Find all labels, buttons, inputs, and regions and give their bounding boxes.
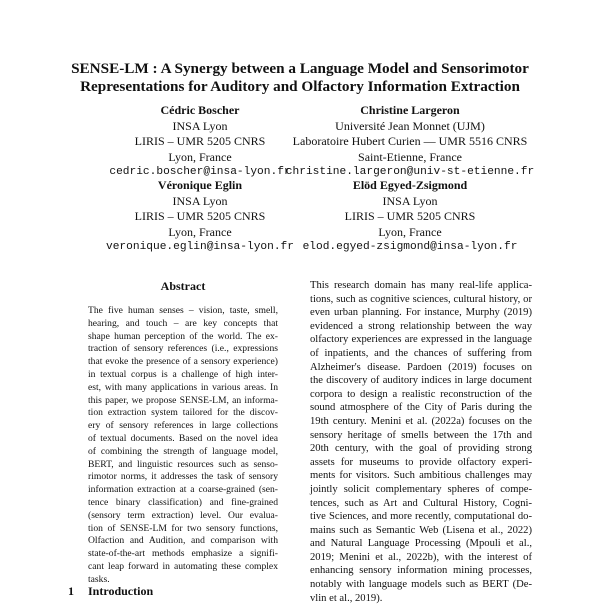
- section-number: 1: [68, 584, 74, 598]
- text-line: (sensory term extraction) level. Our evalua-: [88, 509, 278, 521]
- author-email: cedric.boscher@insa-lyon.fr: [109, 166, 291, 178]
- text-line: even urban planning. For instance, Murphy (2019): [310, 307, 532, 319]
- text-line: tions, such as cognitive sciences, cultural history, or: [310, 293, 532, 305]
- text-line: This research domain has many real-life applica-: [310, 280, 532, 291]
- author-name: Christine Largeron: [360, 103, 460, 117]
- text-line: evidenced a strong relationship between the way: [310, 320, 532, 332]
- author-affiliation: Lyon, France: [378, 224, 442, 239]
- author-block: [280, 103, 540, 181]
- author-affiliation: Saint-Etienne, France: [358, 149, 462, 164]
- title-line: SENSE-LM : A Synergy between a Language Model and Sensorimotor: [71, 60, 529, 77]
- author-block: [290, 178, 530, 256]
- text-line: 20th century, with the goal of providing strong: [310, 443, 532, 455]
- text-line: rimotor norms, it addresses the task of sensory: [88, 471, 278, 483]
- author-name: Elöd Egyed-Zsigmond: [352, 178, 468, 192]
- text-line: Olfaction and Audition, and comparison with: [88, 535, 278, 547]
- text-line: of inpatients, and the chances of suffering from: [310, 347, 532, 359]
- text-line: shape human perception of the world. The ex-: [88, 330, 278, 342]
- author-name: Véronique Eglin: [157, 178, 243, 192]
- text-line: cant leap forward in automating these complex: [88, 560, 278, 572]
- text-line: state-of-the-art methods emphasize a signifi-: [88, 548, 278, 560]
- text-line: traction of sensory references (i.e., expressions: [88, 343, 278, 355]
- author-email: christine.largeron@univ-st-etienne.fr: [285, 166, 535, 178]
- author-affiliation: LIRIS – UMR 5205 CNRS: [344, 209, 476, 223]
- text-line: tion of SENSE-LM for two sensory functions,: [88, 522, 278, 534]
- text-line: notably with language models such as BERT (De-: [310, 579, 532, 591]
- author-affiliation: Lyon, France: [168, 224, 232, 239]
- text-line: corpora to design a realistic reconstruction of the: [310, 388, 532, 400]
- text-line: tion extraction system tailored for the discov-: [88, 407, 278, 419]
- text-line: sensory heritage of smells between the 17th and: [310, 429, 532, 441]
- title-line: Representations for Auditory and Olfactory Information Extraction: [80, 78, 520, 95]
- text-line: olfactory experiences are expressed in the language: [310, 334, 532, 346]
- author-email: veronique.eglin@insa-lyon.fr: [106, 241, 294, 253]
- text-line: information extraction at a coarse-grained (sen-: [88, 484, 278, 496]
- text-line: this paper, we propose SENSE-LM, an informa-: [88, 394, 278, 406]
- text-line: ery of sensory references in large collections: [88, 420, 278, 432]
- author-affiliation: Laboratoire Hubert Curien — UMR 5516 CNRS: [292, 134, 528, 148]
- text-line: sound atmosphere of the City of Paris during the: [310, 402, 532, 414]
- text-line: of textual documents. Based on the novel idea: [88, 432, 278, 444]
- author-affiliation: INSA Lyon: [172, 118, 228, 133]
- text-line: of combining the strength of language model,: [88, 445, 278, 457]
- author-affiliation: Lyon, France: [168, 149, 232, 164]
- body-text-column: [310, 279, 532, 605]
- text-line: jointly solicit complementary spheres of compe-: [310, 483, 532, 495]
- text-line: mains such as Semantic Web (Lisena et al., 2022): [310, 524, 532, 536]
- text-line: and Natural Language Processing (Mpouli et al.,: [310, 538, 532, 550]
- paper-title: [30, 60, 570, 96]
- author-affiliation: INSA Lyon: [382, 193, 438, 208]
- text-line: the discovery of auditory indices in large document: [310, 375, 532, 387]
- author-affiliation: LIRIS – UMR 5205 CNRS: [134, 209, 266, 223]
- author-block: [100, 178, 300, 256]
- text-line: tences, such as Art and Cultural History, Cogni-: [310, 497, 532, 509]
- text-line: tasks.: [88, 573, 110, 585]
- abstract-body: [88, 305, 278, 587]
- text-line: assets for museums to provide olfactory experi-: [310, 456, 532, 468]
- text-line: hearing, and touch – are key concepts that: [88, 317, 278, 329]
- author-name: Cédric Boscher: [160, 103, 240, 117]
- author-block: [100, 103, 300, 181]
- text-line: 19th century. Menini et al. (2022a) focuses on the: [310, 415, 532, 427]
- author-affiliation: LIRIS – UMR 5205 CNRS: [134, 134, 266, 148]
- text-line: Alzheimer's disease. Pardoen (2019) focuses on: [310, 361, 532, 373]
- section-title: Introduction: [88, 584, 154, 598]
- section-heading: [68, 584, 153, 598]
- author-affiliation: INSA Lyon: [172, 193, 228, 208]
- author-email: elod.egyed-zsigmond@insa-lyon.fr: [302, 241, 518, 253]
- text-line: BERT, and linguistic resources such as senso-: [88, 458, 278, 470]
- text-line: tive Sciences, and more recently, computational do-: [310, 511, 532, 523]
- text-line: tence binary classification) and fine-grained: [88, 496, 278, 508]
- text-line: enhancing sensory information mining processes,: [310, 565, 532, 577]
- abstract-heading: Abstract: [160, 279, 206, 293]
- text-line: that evoke the presence of a sensory experience): [88, 356, 278, 368]
- text-line: The five human senses – vision, taste, smell,: [88, 305, 278, 316]
- author-affiliation: Université Jean Monnet (UJM): [335, 118, 485, 133]
- text-line: vlin et al., 2019).: [310, 592, 383, 604]
- text-line: 2019; Menini et al., 2022b), with the interest of: [310, 551, 532, 563]
- text-line: est, with many applications in various areas. In: [88, 381, 278, 393]
- text-line: in textual corpus is a challenge of high inter-: [88, 368, 278, 380]
- text-line: ments for visitors. Such ambitious challenges may: [310, 470, 532, 482]
